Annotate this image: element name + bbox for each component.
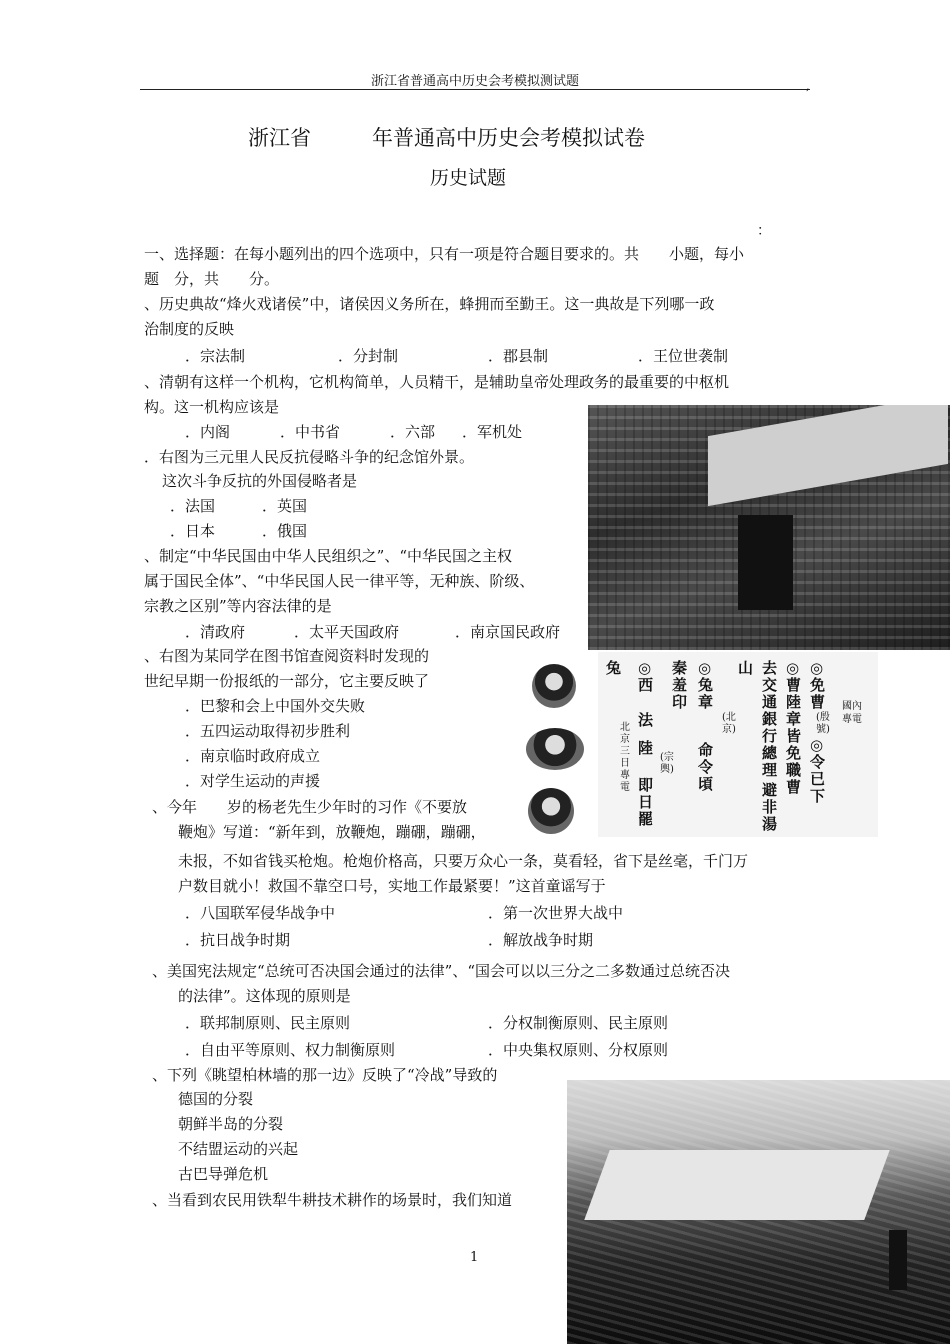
q3-option-b: ．英国 <box>262 497 308 515</box>
q2-option-b: ．中书省 <box>280 423 341 441</box>
q6-option-c: ．抗日战争时期 <box>185 931 291 949</box>
q6-option-d: ．解放战争时期 <box>488 931 594 949</box>
news-small-2: (北京) <box>722 712 736 735</box>
q8-item-1: 德国的分裂 <box>178 1090 254 1108</box>
news-col-1b: ◎令已下 <box>810 736 826 805</box>
question-9: 、当看到农民用铁犁牛耕技术耕作的场景时，我们知道 <box>152 1191 513 1209</box>
portrait-1 <box>532 664 576 708</box>
q3-option-c: ．日本 <box>170 522 216 540</box>
question-4: 、制定“中华民国由中华人民组织之”、“中华民国之主权 <box>144 547 513 565</box>
portrait-2 <box>526 728 584 770</box>
page-number: 1 <box>470 1250 479 1265</box>
newspaper-clipping <box>598 652 878 837</box>
news-col-4: 山 <box>738 659 754 677</box>
q8-item-2: 朝鲜半岛的分裂 <box>178 1115 284 1133</box>
q1-option-a: ．宗法制 <box>185 347 246 365</box>
section-instruction-2: 题 分，共 分。 <box>144 270 280 288</box>
news-col-7c: 陸 <box>638 739 654 757</box>
q2-option-c: ．六部 <box>390 423 436 441</box>
header-rule <box>140 89 810 90</box>
question-6-cont-3: 户数目就小！救国不靠空口号，实地工作最紧要！”这首童谣写于 <box>178 877 606 895</box>
q5-option-c: ．南京临时政府成立 <box>185 747 321 765</box>
news-box-label: 國內專電 <box>842 701 862 725</box>
news-small-1: (殷號) <box>816 712 830 735</box>
title-subject: 历史试题 <box>430 167 507 189</box>
news-col-5b: 命令頃 <box>698 741 714 793</box>
q4-option-a: ．清政府 <box>185 623 246 641</box>
q6-option-b: ．第一次世界大战中 <box>488 904 624 922</box>
q3-option-d: ．俄国 <box>262 522 308 540</box>
memorial-hall-photo <box>588 405 950 650</box>
question-7: 、美国宪法规定“总统可否决国会通过的法律”、“国会可以以三分之二多数通过总统否决 <box>152 962 731 980</box>
header-mark: , <box>806 80 810 93</box>
q8-item-4: 古巴导弹危机 <box>178 1165 269 1183</box>
news-col-3: 去交通銀行總理 <box>762 659 778 779</box>
news-col-6: 秦羞印 <box>672 659 688 711</box>
title-province: 浙江省 <box>248 126 311 150</box>
news-col-7b: 法 <box>638 711 654 729</box>
question-7-cont: 的法律”。这体现的原则是 <box>178 987 351 1005</box>
news-col-7: ◎西 <box>638 659 654 694</box>
news-col-8: 兔 <box>606 659 622 677</box>
q2-option-a: ．内阁 <box>185 423 231 441</box>
q2-option-d: ．军机处 <box>462 423 523 441</box>
q3-option-a: ．法国 <box>170 497 216 515</box>
news-col-2: ◎曹陸章皆免 <box>786 659 802 762</box>
news-col-2b: 職曹 <box>786 761 802 796</box>
title-exam: 年普通高中历史会考模拟试卷 <box>372 126 645 150</box>
question-1-cont: 治制度的反映 <box>144 320 235 338</box>
colon-mark: ： <box>757 223 771 239</box>
news-col-3b: 避非湯 <box>762 781 778 833</box>
section-instruction: 一、选择题：在每小题列出的四个选项中，只有一项是符合题目要求的。共 小题，每小 <box>144 245 745 263</box>
berlin-wall-photo <box>567 1080 950 1344</box>
soldier-figure <box>889 1230 907 1290</box>
question-3-cont: 这次斗争反抗的外国侵略者是 <box>162 472 358 490</box>
news-small-3: (宗輿) <box>660 752 674 775</box>
question-6-cont: 鞭炮》写道：“新年到，放鞭炮，蹦硼，蹦硼， <box>178 823 486 841</box>
q7-option-b: ．分权制衡原则、民主原则 <box>488 1014 669 1032</box>
q1-option-c: ．郡县制 <box>488 347 549 365</box>
question-2: 、清朝有这样一个机构，它机构简单，人员精干，是辅助皇帝处理政务的最重要的中枢机 <box>144 373 730 391</box>
news-small-4: 北京三日專電 <box>620 722 630 793</box>
q6-option-a: ．八国联军侵华战争中 <box>185 904 336 922</box>
q5-option-b: ．五四运动取得初步胜利 <box>185 722 351 740</box>
roof-shape <box>708 405 948 506</box>
question-5-cont: 世纪早期一份报纸的一部分，它主要反映了 <box>144 672 430 690</box>
news-col-7d: 即日罷 <box>638 776 654 828</box>
question-2-cont: 构。这一机构应该是 <box>144 398 280 416</box>
question-6: 、今年 岁的杨老先生少年时的习作《不要放 <box>152 798 468 816</box>
q7-option-c: ．自由平等原则、权力制衡原则 <box>185 1041 396 1059</box>
question-8: 、下列《眺望柏林墙的那一边》反映了“冷战”导致的 <box>152 1066 498 1084</box>
q5-option-a: ．巴黎和会上中国外交失败 <box>185 697 366 715</box>
q7-option-d: ．中央集权原则、分权原则 <box>488 1041 669 1059</box>
q4-option-c: ．南京国民政府 <box>455 623 561 641</box>
question-4-cont-2: 宗教之区别”等内容法律的是 <box>144 597 332 615</box>
door-shape <box>738 515 793 610</box>
running-header: 浙江省普通高中历史会考模拟测试题 <box>370 74 579 89</box>
question-3: ．右图为三元里人民反抗侵略斗争的纪念馆外景。 <box>144 448 475 466</box>
question-4-cont: 属于国民全体”、“中华民国人民一律平等，无种族、阶级、 <box>144 572 535 590</box>
q4-option-b: ．太平天国政府 <box>294 623 400 641</box>
news-col-1: ◎免曹 <box>810 659 826 711</box>
q7-option-a: ．联邦制原则、民主原则 <box>185 1014 351 1032</box>
q8-item-3: 不结盟运动的兴起 <box>178 1140 299 1158</box>
wall-shape <box>584 1150 889 1220</box>
q5-option-d: ．对学生运动的声援 <box>185 772 321 790</box>
news-col-5: ◎兔章 <box>698 659 714 711</box>
q1-option-b: ．分封制 <box>338 347 399 365</box>
q1-option-d: ．王位世袭制 <box>638 347 729 365</box>
question-6-cont-2: 未报，不如省钱买枪炮。枪炮价格高，只要万众心一条，莫看轻，省下是丝毫，千门万 <box>178 852 749 870</box>
portrait-3 <box>528 788 574 834</box>
question-5: 、右图为某同学在图书馆查阅资料时发现的 <box>144 647 430 665</box>
question-1: 、历史典故“烽火戏诸侯”中，诸侯因义务所在，蜂拥而至勤王。这一典故是下列哪一政 <box>144 295 715 313</box>
